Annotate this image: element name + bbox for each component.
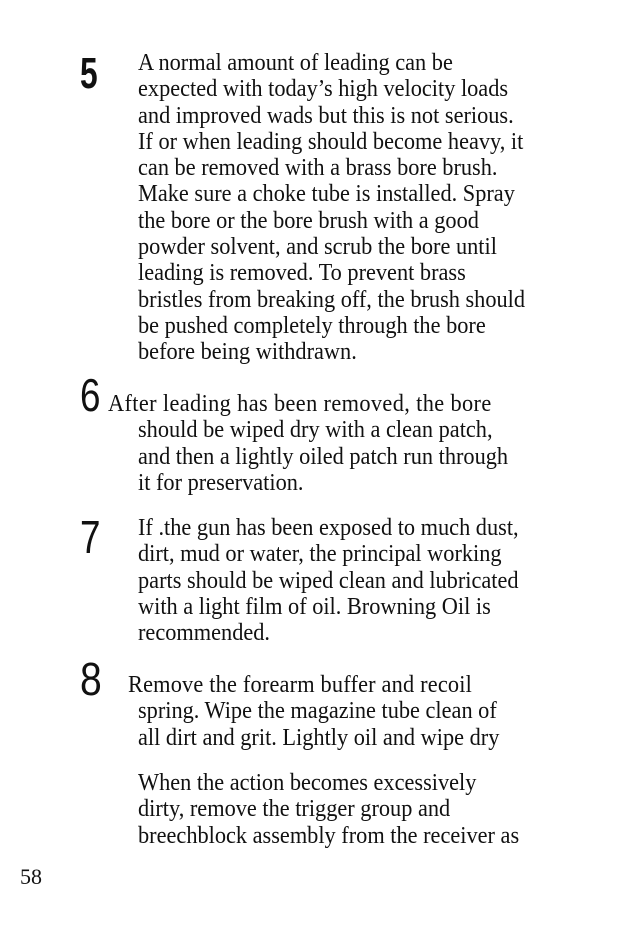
step-5-line: powder solvent, and scrub the bore until bbox=[138, 234, 497, 261]
step-8-line: Remove the forearm buffer and recoil bbox=[128, 672, 473, 698]
step-number-8: 8 bbox=[80, 653, 102, 705]
step-5-line: bristles from breaking off, the brush should bbox=[138, 286, 526, 313]
step-5-text bbox=[138, 50, 608, 366]
step-7-line: with a light film of oil. Browning Oil is bbox=[138, 593, 491, 620]
page-number: 58 bbox=[20, 864, 42, 889]
step-5-line: leading is removed. To prevent brass bbox=[138, 260, 466, 287]
step-7-line: recommended. bbox=[138, 620, 271, 647]
step-5-line: Make sure a choke tube is installed. Spray bbox=[138, 181, 515, 208]
step-5-line: can be removed with a brass bore brush. bbox=[138, 155, 498, 182]
step-5-line: expected with today’s high velocity loads bbox=[138, 76, 509, 103]
step-7-text bbox=[138, 515, 608, 646]
step-5-line: before being withdrawn. bbox=[138, 339, 357, 366]
step-6-text bbox=[108, 391, 608, 496]
step-5-line: the bore or the bore brush with a good bbox=[138, 207, 479, 234]
closing-line: breechblock assembly from the receiver as bbox=[138, 822, 520, 849]
closing-line: dirty, remove the trigger group and bbox=[138, 796, 451, 823]
step-7-line: parts should be wiped clean and lubricated bbox=[138, 567, 519, 594]
step-5-line: A normal amount of leading can be bbox=[138, 50, 453, 76]
closing-paragraph bbox=[138, 770, 608, 849]
step-8-line: all dirt and grit. Lightly oil and wipe dry bbox=[138, 724, 500, 751]
step-6-line: After leading has been removed, the bore bbox=[108, 391, 492, 417]
step-number-7: 7 bbox=[80, 511, 101, 563]
step-5-line: be pushed completely through the bore bbox=[138, 312, 486, 339]
step-number-6: 6 bbox=[80, 369, 101, 421]
step-6-line: and then a lightly oiled patch run through bbox=[138, 443, 509, 470]
closing-line: When the action becomes excessively bbox=[138, 770, 477, 796]
step-5-line: If or when leading should become heavy, it bbox=[138, 128, 524, 155]
step-5-line: and improved wads but this is not serious. bbox=[138, 102, 514, 129]
step-7-line: dirt, mud or water, the principal working bbox=[138, 541, 502, 568]
step-number-5: 5 bbox=[80, 49, 98, 98]
step-6-line: it for preservation. bbox=[138, 469, 304, 496]
step-8-line: spring. Wipe the magazine tube clean of bbox=[138, 698, 497, 725]
step-7-line: If .the gun has been exposed to much dust, bbox=[138, 515, 519, 541]
step-6-line: should be wiped dry with a clean patch, bbox=[138, 417, 493, 444]
step-8-text bbox=[128, 672, 608, 751]
